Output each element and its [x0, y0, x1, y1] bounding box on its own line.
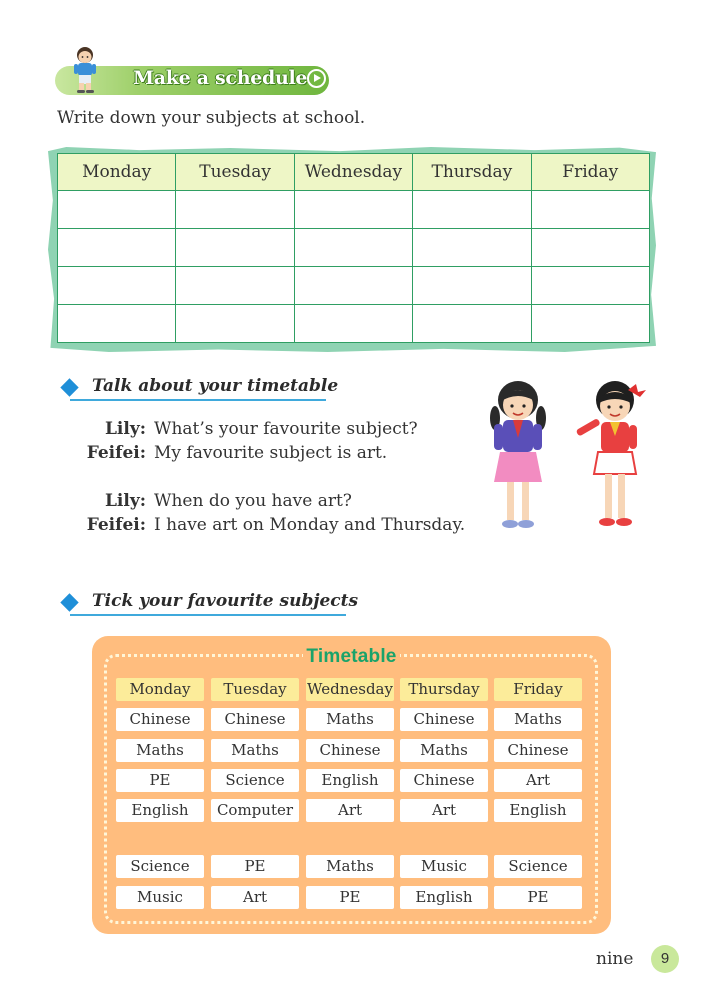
utterance-text: My favourite subject is art.	[154, 443, 388, 463]
speaker-name: Lily:	[104, 419, 146, 439]
timetable-title	[92, 646, 611, 668]
subject-cell[interactable]: Maths	[116, 739, 204, 762]
schedule-cell[interactable]	[58, 229, 176, 267]
subject-cell[interactable]: Computer	[211, 799, 299, 822]
subject-cell[interactable]: PE	[116, 769, 204, 792]
schedule-day-header: Thursday	[413, 154, 531, 191]
timetable-day-header: Wednesday	[306, 678, 394, 701]
subject-cell[interactable]: PE	[211, 855, 299, 878]
subject-cell[interactable]: English	[400, 886, 488, 909]
timetable-day-header: Thursday	[400, 678, 488, 701]
subject-cell[interactable]: Chinese	[400, 769, 488, 792]
timetable-day-header: Tuesday	[211, 678, 299, 701]
schedule-cell[interactable]	[58, 267, 176, 305]
schedule-day-header: Monday	[58, 154, 176, 191]
schedule-row	[58, 229, 650, 267]
subject-cell[interactable]: English	[116, 799, 204, 822]
subject-cell[interactable]: Maths	[400, 739, 488, 762]
schedule-day-header: Tuesday	[176, 154, 294, 191]
subject-cell[interactable]: Maths	[211, 739, 299, 762]
play-arrow-icon	[307, 69, 326, 88]
utterance-text: I have art on Monday and Thursday.	[154, 515, 466, 535]
subject-cell[interactable]: English	[494, 799, 582, 822]
subject-cell[interactable]: Chinese	[306, 739, 394, 762]
subject-cell[interactable]: PE	[306, 886, 394, 909]
boy-character-icon	[68, 46, 104, 94]
schedule-cell[interactable]	[413, 229, 531, 267]
subject-cell[interactable]: Music	[400, 855, 488, 878]
schedule-table	[57, 153, 650, 343]
timetable-day-header: Monday	[116, 678, 204, 701]
subject-cell[interactable]: Science	[116, 855, 204, 878]
timetable-day-header: Friday	[494, 678, 582, 701]
subject-cell[interactable]: Maths	[306, 855, 394, 878]
speaker-name: Feifei:	[86, 443, 146, 463]
tick-section-title: Tick your favourite subjects	[92, 591, 359, 611]
subject-cell[interactable]: Art	[211, 886, 299, 909]
schedule-cell[interactable]	[413, 305, 531, 343]
schedule-cell[interactable]	[176, 229, 294, 267]
lily-character	[490, 381, 546, 528]
subject-cell[interactable]: Chinese	[400, 708, 488, 731]
schedule-cell[interactable]	[531, 191, 649, 229]
utterance-text: What’s your favourite subject?	[154, 419, 418, 439]
subject-cell[interactable]: Science	[211, 769, 299, 792]
schedule-cell[interactable]	[294, 191, 412, 229]
girls-illustration	[478, 378, 658, 548]
schedule-row	[58, 191, 650, 229]
schedule-cell[interactable]	[413, 191, 531, 229]
speaker-name: Lily:	[104, 491, 146, 511]
subject-cell[interactable]: Chinese	[211, 708, 299, 731]
schedule-cell[interactable]	[176, 267, 294, 305]
schedule-day-header: Wednesday	[294, 154, 412, 191]
timetable-panel	[92, 636, 611, 934]
schedule-row	[58, 305, 650, 343]
feifei-character	[576, 381, 646, 526]
schedule-cell[interactable]	[176, 305, 294, 343]
talk-section-title: Talk about your timetable	[92, 376, 339, 396]
schedule-cell[interactable]	[58, 191, 176, 229]
heading-underline	[70, 614, 346, 616]
subject-cell[interactable]: Maths	[306, 708, 394, 731]
subject-cell[interactable]: Music	[116, 886, 204, 909]
subject-cell[interactable]: Chinese	[494, 739, 582, 762]
instruction-text: Write down your subjects at school.	[57, 108, 366, 128]
banner-title: Make a schedule	[133, 67, 308, 89]
schedule-day-header: Friday	[531, 154, 649, 191]
subject-cell[interactable]: PE	[494, 886, 582, 909]
page-number-badge: 9	[651, 945, 679, 973]
page-number-word: nine	[596, 949, 634, 969]
schedule-header-row	[58, 154, 650, 191]
subject-cell[interactable]: English	[306, 769, 394, 792]
schedule-cell[interactable]	[413, 267, 531, 305]
subject-cell[interactable]: Science	[494, 855, 582, 878]
diamond-bullet-icon	[60, 378, 78, 396]
speaker-name: Feifei:	[86, 515, 146, 535]
subject-cell[interactable]: Maths	[494, 708, 582, 731]
subject-cell[interactable]: Art	[306, 799, 394, 822]
schedule-cell[interactable]	[531, 305, 649, 343]
schedule-cell[interactable]	[531, 229, 649, 267]
schedule-cell[interactable]	[531, 267, 649, 305]
schedule-cell[interactable]	[294, 267, 412, 305]
schedule-cell[interactable]	[294, 305, 412, 343]
timetable-title-text: Timetable	[303, 646, 399, 667]
schedule-row	[58, 267, 650, 305]
schedule-cell[interactable]	[294, 229, 412, 267]
schedule-cell[interactable]	[58, 305, 176, 343]
subject-cell[interactable]: Art	[400, 799, 488, 822]
subject-cell[interactable]: Chinese	[116, 708, 204, 731]
diamond-bullet-icon	[60, 593, 78, 611]
schedule-cell[interactable]	[176, 191, 294, 229]
heading-underline	[70, 399, 326, 401]
utterance-text: When do you have art?	[154, 491, 352, 511]
subject-cell[interactable]: Art	[494, 769, 582, 792]
